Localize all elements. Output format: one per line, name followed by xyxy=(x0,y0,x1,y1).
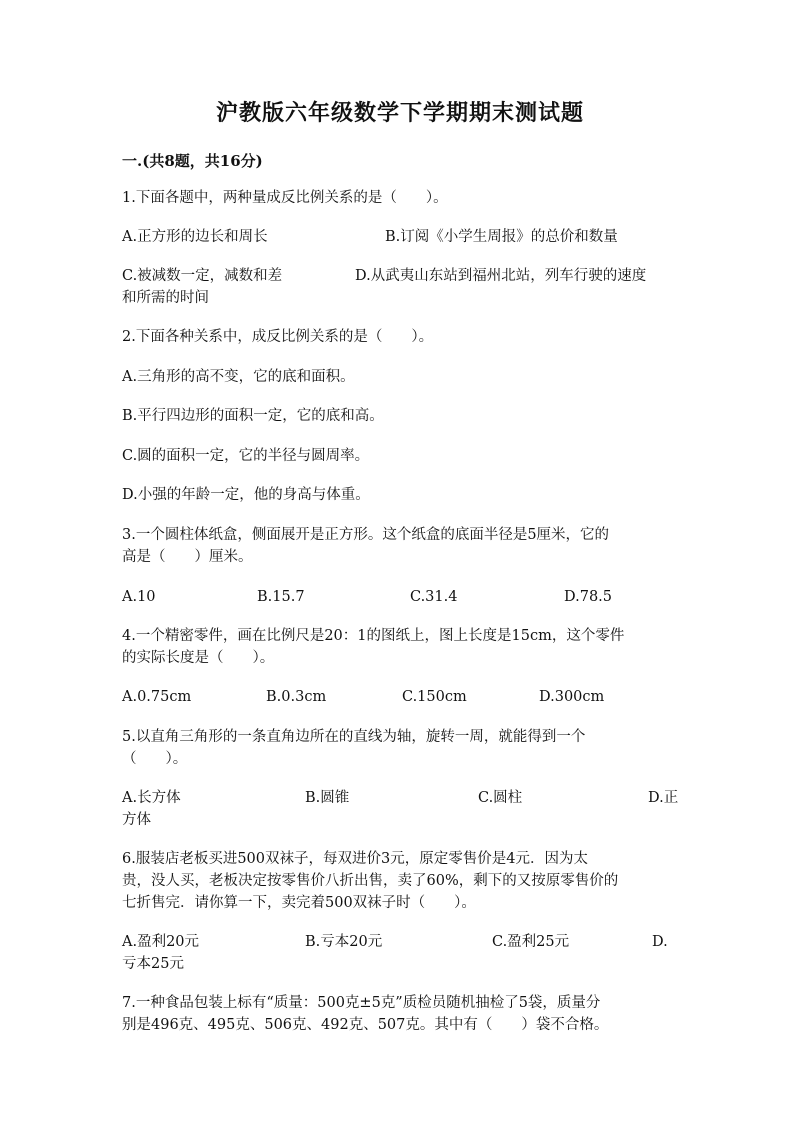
question-6-option-c: C.盈利25元 xyxy=(492,934,570,950)
question-6-stem-line-2: 贵，没人买，老板决定按零售价八折出售，卖了60%，剩下的又按原零售价的 xyxy=(122,873,619,889)
question-6-option-b: B.亏本20元 xyxy=(305,934,383,950)
question-3-option-b: B.15.7 xyxy=(257,589,305,605)
question-6-stem: 6.服装店老板买进500双袜子，每双进价3元，原定零售价是4元．因为太 xyxy=(122,851,588,867)
question-7-stem: 7.一种食品包装上标有“质量：500克±5克”质检员随机抽检了5袋，质量分 xyxy=(122,995,601,1011)
question-5-option-d-continued: 方体 xyxy=(122,812,151,828)
question-1-option-d: D.从武夷山东站到福州北站，列车行驶的速度 xyxy=(355,268,647,284)
question-4-stem-continued: 的实际长度是（ ）。 xyxy=(122,650,275,666)
question-2-option-c: C.圆的面积一定，它的半径与圆周率。 xyxy=(122,448,370,464)
question-7-stem-continued: 别是496克、495克、506克、492克、507克。其中有（ ）袋不合格。 xyxy=(122,1017,609,1033)
question-5-option-b: B.圆锥 xyxy=(305,790,350,806)
question-1-option-c: C.被减数一定，减数和差 xyxy=(122,268,283,284)
question-4-option-c: C.150cm xyxy=(402,689,467,705)
question-6-option-d: D. xyxy=(652,934,668,950)
question-3-stem: 3.一个圆柱体纸盒，侧面展开是正方形。这个纸盒的底面半径是5厘米，它的 xyxy=(122,527,610,543)
question-4-option-a: A.0.75cm xyxy=(122,689,192,705)
question-4-stem: 4.一个精密零件，画在比例尺是20：1的图纸上，图上长度是15cm，这个零件 xyxy=(122,628,625,644)
question-5-option-a: A.长方体 xyxy=(122,790,181,806)
question-4-option-d: D.300cm xyxy=(539,689,605,705)
question-2-option-a: A.三角形的高不变，它的底和面积。 xyxy=(122,369,355,385)
question-1-option-b: B.订阅《小学生周报》的总价和数量 xyxy=(385,229,618,245)
question-5-option-d: D.正 xyxy=(648,790,679,806)
question-3-option-c: C.31.4 xyxy=(410,589,458,605)
page-title: 沪教版六年级数学下学期期末测试题 xyxy=(215,100,584,126)
question-6-option-d-continued: 亏本25元 xyxy=(122,956,184,972)
question-3-option-a: A.10 xyxy=(122,589,156,605)
question-6-option-a: A.盈利20元 xyxy=(122,934,200,950)
question-5-option-c: C.圆柱 xyxy=(478,790,523,806)
question-2-stem: 2.下面各种关系中，成反比例关系的是（ ）。 xyxy=(122,329,434,345)
question-1-option-a: A.正方形的边长和周长 xyxy=(122,229,268,245)
question-3-option-d: D.78.5 xyxy=(564,589,613,605)
question-3-stem-continued: 高是（ ）厘米。 xyxy=(122,549,253,565)
question-2-option-b: B.平行四边形的面积一定，它的底和高。 xyxy=(122,408,384,424)
section-heading: 一.(共8题，共16分) xyxy=(122,152,263,170)
question-2-option-d: D.小强的年龄一定，他的身高与体重。 xyxy=(122,487,370,503)
question-1-stem: 1.下面各题中，两种量成反比例关系的是（ ）。 xyxy=(122,190,448,206)
question-5-stem: 5.以直角三角形的一条直角边所在的直线为轴，旋转一周，就能得到一个 xyxy=(122,729,586,745)
question-6-stem-line-3: 七折售完．请你算一下，卖完着500双袜子时（ ）。 xyxy=(122,895,476,911)
question-1-option-d-continued: 和所需的时间 xyxy=(122,290,209,306)
question-5-stem-continued: （ ）。 xyxy=(122,751,188,767)
question-4-option-b: B.0.3cm xyxy=(266,689,327,705)
